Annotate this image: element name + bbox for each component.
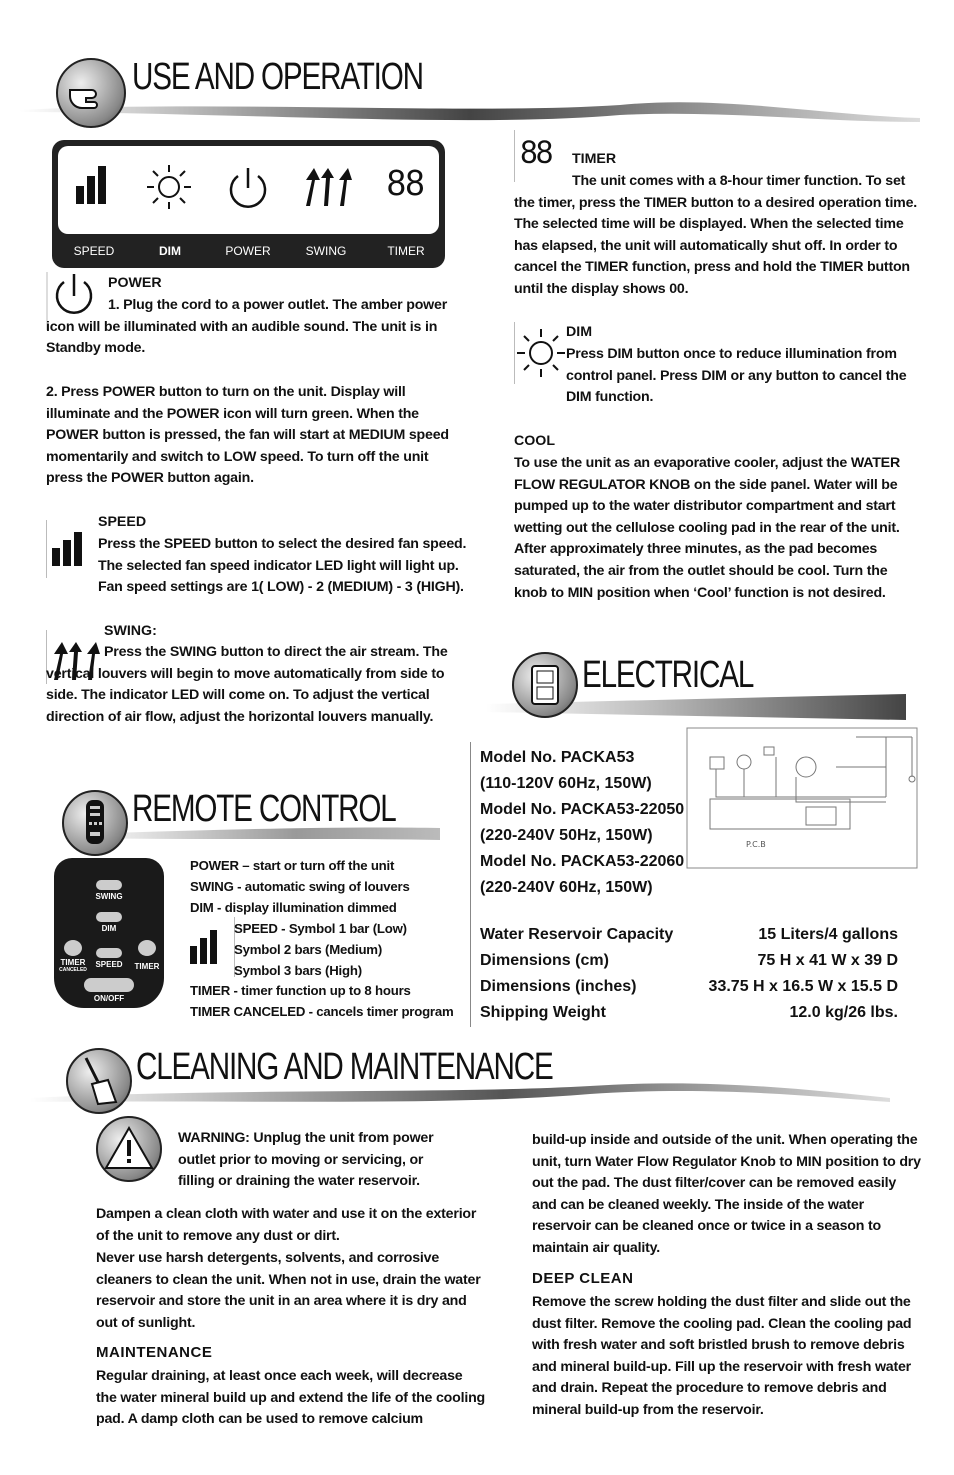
remote-timer-canceled-button[interactable] xyxy=(64,940,82,956)
panel-label-speed: SPEED xyxy=(73,244,115,258)
remote-timer-description xyxy=(190,980,460,1022)
pcb-label: P.C.B xyxy=(746,840,766,849)
spec-value: 33.75 H x 16.5 W x 15.5 D xyxy=(708,978,898,995)
spec-value: 12.0 kg/26 lbs. xyxy=(789,1004,898,1021)
deep-clean-text: Remove the screw holding the dust filter and slide out the dust filter. Remove the cooling pad. Clean the cooling pad with fresh water and soft bristled brush to remove debris and mineral build-up. Fill up the reservoir with fresh water and drain. Repeat the procedure to remove debris and mineral build-up from the reservoir. xyxy=(532,1294,912,1418)
spec-table xyxy=(480,922,898,1026)
wiring-diagram xyxy=(686,727,918,869)
timer-display: 88 xyxy=(386,164,424,207)
remote-line: DIM - display illumination dimmed xyxy=(190,900,397,915)
speed-bars-icon xyxy=(190,930,220,964)
model-line: Model No. PACKA53 xyxy=(480,749,635,766)
sun-icon xyxy=(144,162,194,212)
sun-icon xyxy=(514,326,568,380)
page-title: USE AND OPERATION xyxy=(132,56,423,98)
panel-label-timer: TIMER xyxy=(387,244,425,258)
remote-description xyxy=(190,855,460,918)
remote-canceled-label: CANCELED xyxy=(59,967,87,973)
hand-pointer-icon xyxy=(56,58,126,128)
remote-onoff-button[interactable] xyxy=(84,978,134,992)
spec-label: Dimensions (inches) xyxy=(480,978,637,995)
remote-line: Symbol 2 bars (Medium) xyxy=(234,942,383,957)
remote-timer-label: TIMER xyxy=(134,962,160,971)
power-heading: POWER xyxy=(108,275,162,291)
swing-heading: SWING: xyxy=(104,623,157,639)
swing-text: Press the SWING button to direct the air stream. The vertical louvers will begin to move automatically from side to side. The indicator LED will come on. To adjust the vertical direction of air flow, adjust the horizontal louvers manually. xyxy=(46,644,448,725)
remote-onoff-label: ON/OFF xyxy=(93,994,125,1003)
speed-bars-icon xyxy=(52,532,85,566)
maintenance-heading: MAINTENANCE xyxy=(96,1344,213,1361)
spec-label: Dimensions (cm) xyxy=(480,952,609,969)
remote-line: SWING - automatic swing of louvers xyxy=(190,879,410,894)
model-line: Model No. PACKA53-22050 xyxy=(480,801,685,818)
remote-line: Symbol 3 bars (High) xyxy=(234,963,362,978)
panel-label-dim: DIM xyxy=(159,244,181,258)
cool-text: To use the unit as an evaporative cooler, adjust the WATER FLOW REGULATOR KNOB on the side panel. Water will be pumped up to the water distributor compartment and start wetting out the cellulose cooling pad in the rear of the unit. After approximately three minutes, as the pad becomes saturated, the air from the outlet should be cool. Turn the knob to MIN position when ‘Cool’ function is not desired. xyxy=(514,455,900,601)
electrical-title: ELECTRICAL xyxy=(582,654,754,696)
warning-icon xyxy=(96,1116,162,1182)
model-line: Model No. PACKA53-22060 xyxy=(480,853,685,870)
timer-display-icon: 88 xyxy=(519,136,552,174)
spec-row xyxy=(480,1000,898,1026)
spec-row xyxy=(480,922,898,948)
spec-label: Water Reservoir Capacity xyxy=(480,926,674,943)
spec-value: 15 Liters/4 gallons xyxy=(758,926,898,943)
cleaning-title: CLEANING AND MAINTENANCE xyxy=(136,1046,553,1088)
remote-speed-label: SPEED xyxy=(95,960,123,969)
remote-speed-description xyxy=(234,918,464,981)
cleaning-text-2: Never use harsh detergents, solvents, and corrosive cleaners to clean the unit. When not in use, drain the water reservoir and store the unit in an area where it is dry and out of sunlight. xyxy=(96,1250,481,1331)
dim-heading: DIM xyxy=(566,324,593,340)
model-line: (220-240V 60Hz, 150W) xyxy=(480,879,653,896)
remote-line: TIMER CANCELED - cancels timer program xyxy=(190,1004,454,1019)
spec-label: Shipping Weight xyxy=(480,1004,606,1021)
timer-heading: TIMER xyxy=(572,151,617,167)
remote-icon xyxy=(62,790,128,856)
remote-timer-button[interactable] xyxy=(138,940,156,956)
remote-swing-button[interactable] xyxy=(96,880,122,890)
remote-dim-label: DIM xyxy=(101,924,117,933)
spec-row xyxy=(480,974,898,1000)
panel-label-power: POWER xyxy=(225,244,271,258)
remote-swing-label: SWING xyxy=(95,892,123,901)
timer-text: The unit comes with a 8-hour timer function. To set the timer, press the TIMER button to a desired operation time. The selected time will be displayed. When the selected time has elapsed, the unit will automatically shut off. In order to cancel the TIMER function, press and hold the TIMER button until the display shows 00. xyxy=(514,173,918,297)
remote-timer-canceled-label: TIMER xyxy=(60,958,86,967)
swing-arrows-icon xyxy=(300,166,354,210)
power-text-1: 1. Plug the cord to a power outlet. The amber power icon will be illuminated with an audible sound. The unit is in Standby mode. xyxy=(46,297,448,357)
cool-heading: COOL xyxy=(514,433,555,449)
power-icon xyxy=(224,164,272,212)
control-panel xyxy=(52,140,445,268)
broom-icon xyxy=(66,1048,132,1114)
panel-label-swing: SWING xyxy=(305,244,347,258)
deep-clean-heading: DEEP CLEAN xyxy=(532,1270,634,1287)
remote-speed-button[interactable] xyxy=(96,948,122,958)
model-list xyxy=(480,745,684,901)
model-line: (110-120V 60Hz, 150W) xyxy=(480,775,652,792)
model-line: (220-240V 50Hz, 150W) xyxy=(480,827,653,844)
remote-line: SPEED - Symbol 1 bar (Low) xyxy=(234,921,407,936)
speed-bars-icon xyxy=(76,166,109,204)
warning-text: WARNING: Unplug the unit from power outlet prior to moving or servicing, or filling or draining the water reservoir. xyxy=(178,1130,434,1190)
spec-value: 75 H x 41 W x 39 D xyxy=(757,952,898,969)
power-text-2: 2. Press POWER button to turn on the unit. Display will illuminate and the POWER icon will turn green. When the POWER button is pressed, the fan will start at MEDIUM speed momentarily and switch to LOW speed. To turn off the unit press the POWER button again. xyxy=(46,384,449,487)
remote-line: TIMER - timer function up to 8 hours xyxy=(190,983,411,998)
remote-control xyxy=(54,858,164,1008)
spec-row xyxy=(480,948,898,974)
remote-line: POWER – start or turn off the unit xyxy=(190,858,395,873)
speed-text: Press the SPEED button to select the desired fan speed. The selected fan speed indicator LED light will light up. Fan speed settings are 1( LOW) - 2 (MEDIUM) - 3 (HIGH). xyxy=(98,536,467,596)
maintenance-text-cont: build-up inside and outside of the unit. When operating the unit, turn Water Flow Regulator Knob to MIN position to dry out the pad. The dust filter/cover can be removed easily and can be cleaned weekly. The inside of the water reservoir can be cleaned once or twice in a season to maintain air quality. xyxy=(532,1132,921,1256)
speed-heading: SPEED xyxy=(98,514,147,530)
remote-dim-button[interactable] xyxy=(96,912,122,922)
remote-title: REMOTE CONTROL xyxy=(132,788,396,830)
outlet-icon xyxy=(512,652,578,718)
dim-text: Press DIM button once to reduce illumination from control panel. Press DIM or any button to cancel the DIM function. xyxy=(566,346,907,406)
cleaning-text-1: Dampen a clean cloth with water and use it on the exterior of the unit to remove any dust or dirt. xyxy=(96,1206,477,1244)
maintenance-text: Regular draining, at least once each week, will decrease the water mineral build up and extend the life of the cooling pad. A damp cloth can be used to remove calcium xyxy=(96,1368,486,1428)
